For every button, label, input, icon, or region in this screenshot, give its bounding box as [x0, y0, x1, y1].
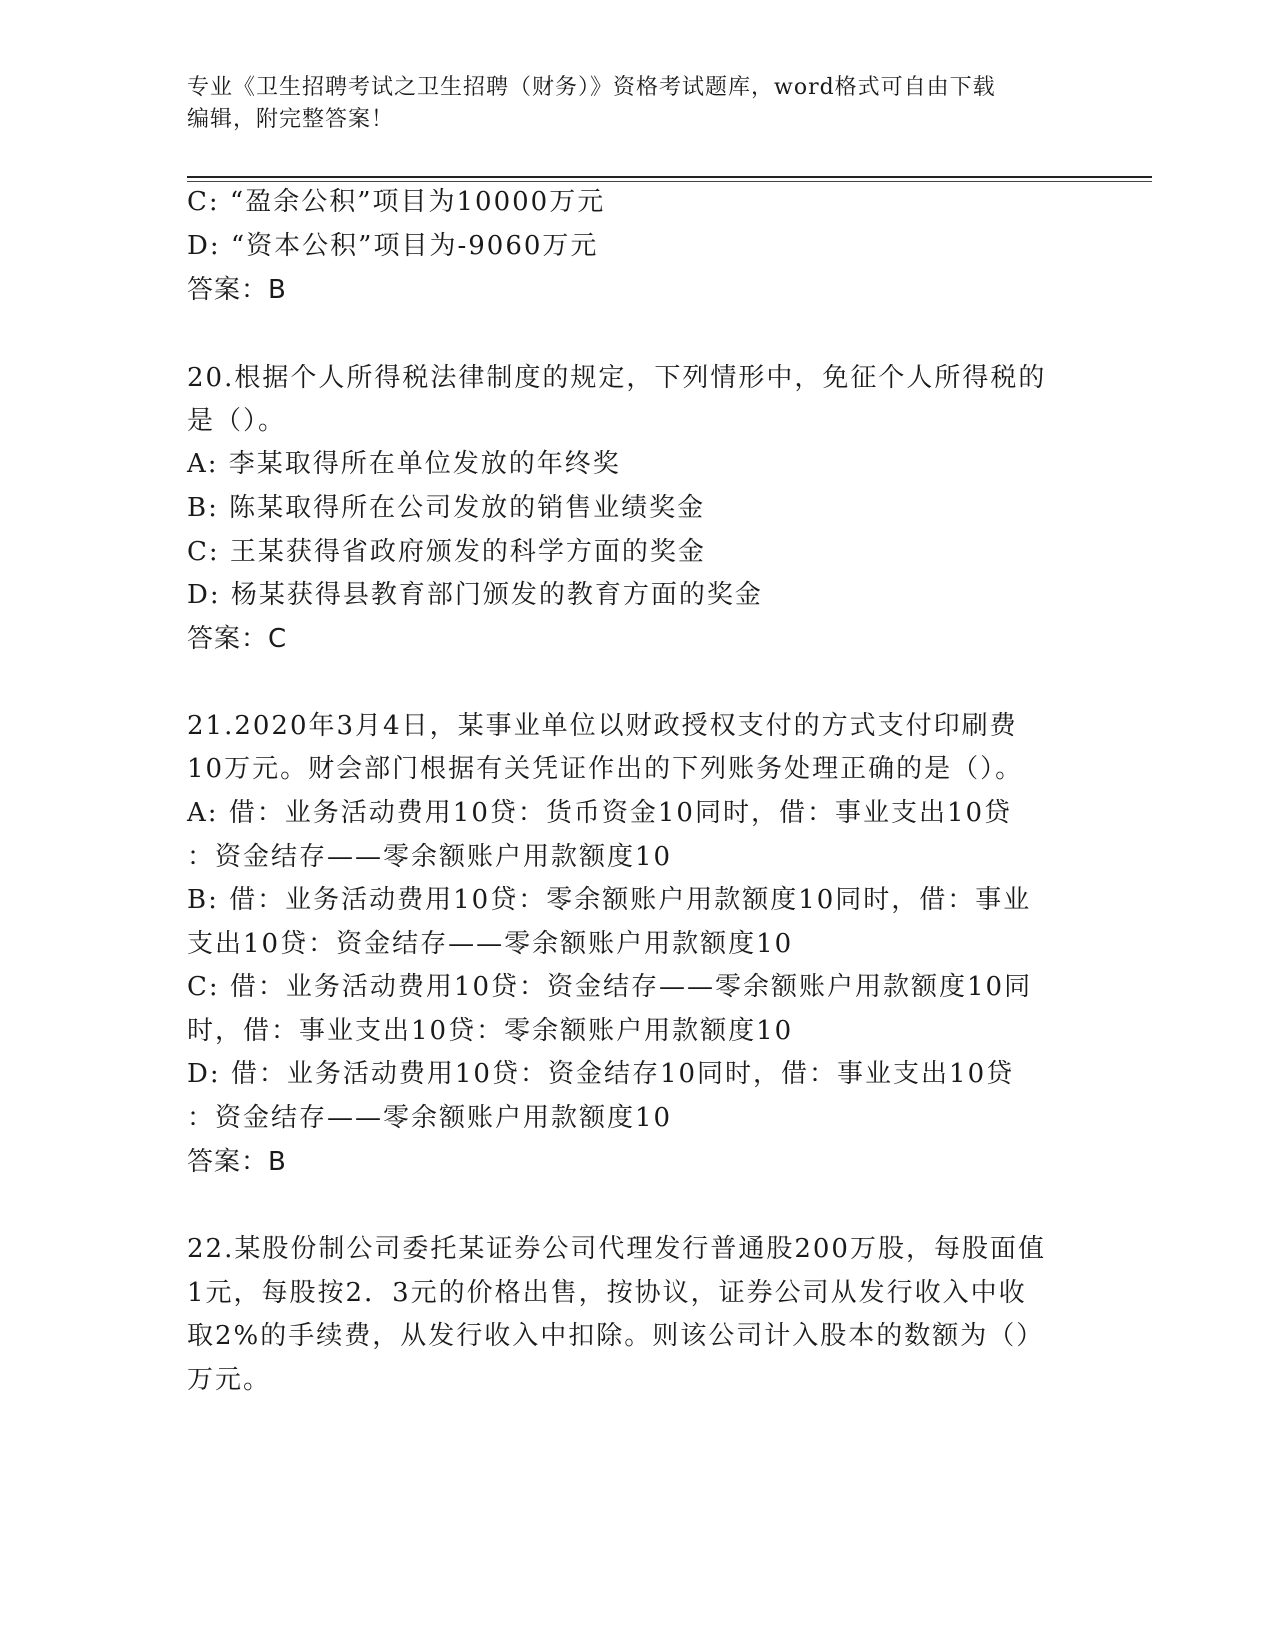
q22-stem-line-3: 取2%的手续费，从发行收入中扣除。则该公司计入股本的数额为（）	[187, 1321, 1045, 1351]
q22-stem-line-2: 1元，每股按2．3元的价格出售，按协议，证券公司从发行收入中收	[187, 1278, 1027, 1308]
q22-stem-line-4: 万元。	[187, 1365, 272, 1395]
header-line-1: 专业《卫生招聘考试之卫生招聘（财务）》资格考试题库，word格式可自由下载	[187, 75, 996, 100]
q21-option-b-line-2: 支出10贷：资金结存——零余额账户用款额度10	[187, 929, 794, 959]
q20-stem-line-2: 是（）。	[187, 406, 287, 436]
q19-option-c: C: “盈余公积”项目为10000万元	[187, 187, 606, 217]
q21-option-c-line-2: 时，借：事业支出10贷：零余额账户用款额度10	[187, 1016, 794, 1046]
q21-option-b-line-1: B: 借：业务活动费用10贷：零余额账户用款额度10同时，借：事业	[187, 885, 1032, 915]
q19-answer: 答案：B	[187, 275, 287, 305]
q20-answer: 答案：C	[187, 624, 288, 654]
q19-option-d: D: “资本公积”项目为-9060万元	[187, 231, 599, 261]
q20-option-d: D: 杨某获得县教育部门颁发的教育方面的奖金	[187, 580, 763, 610]
header-line-2: 编辑，附完整答案！	[187, 107, 395, 132]
page-header	[187, 72, 1087, 136]
header-divider-thick	[187, 176, 1152, 178]
q21-option-d-line-1: D: 借：业务活动费用10贷：资金结存10同时，借：事业支出10贷	[187, 1059, 1015, 1089]
q21-option-c-line-1: C: 借：业务活动费用10贷：资金结存——零余额账户用款额度10同	[187, 972, 1033, 1002]
q20-option-b: B: 陈某取得所在公司发放的销售业绩奖金	[187, 493, 706, 523]
q20-option-a: A: 李某取得所在单位发放的年终奖	[187, 449, 621, 479]
q20-stem-line-1: 20.根据个人所得税法律制度的规定，下列情形中，免征个人所得税的	[187, 363, 1047, 393]
q20-option-c: C: 王某获得省政府颁发的科学方面的奖金	[187, 537, 706, 567]
q21-option-d-line-2: ：资金结存——零余额账户用款额度10	[187, 1103, 673, 1133]
q21-option-a-line-2: ：资金结存——零余额账户用款额度10	[187, 842, 673, 872]
q21-stem-line-1: 21.2020年3月4日，某事业单位以财政授权支付的方式支付印刷费	[187, 711, 1018, 741]
q21-stem-line-2: 10万元。财会部门根据有关凭证作出的下列账务处理正确的是（）。	[187, 754, 1024, 784]
q21-option-a-line-1: A: 借：业务活动费用10贷：货币资金10同时，借：事业支出10贷	[187, 798, 1013, 828]
q21-answer: 答案：B	[187, 1147, 287, 1177]
q22-stem-line-1: 22.某股份制公司委托某证券公司代理发行普通股200万股，每股面值	[187, 1234, 1046, 1264]
header-divider-thin	[187, 181, 1152, 182]
